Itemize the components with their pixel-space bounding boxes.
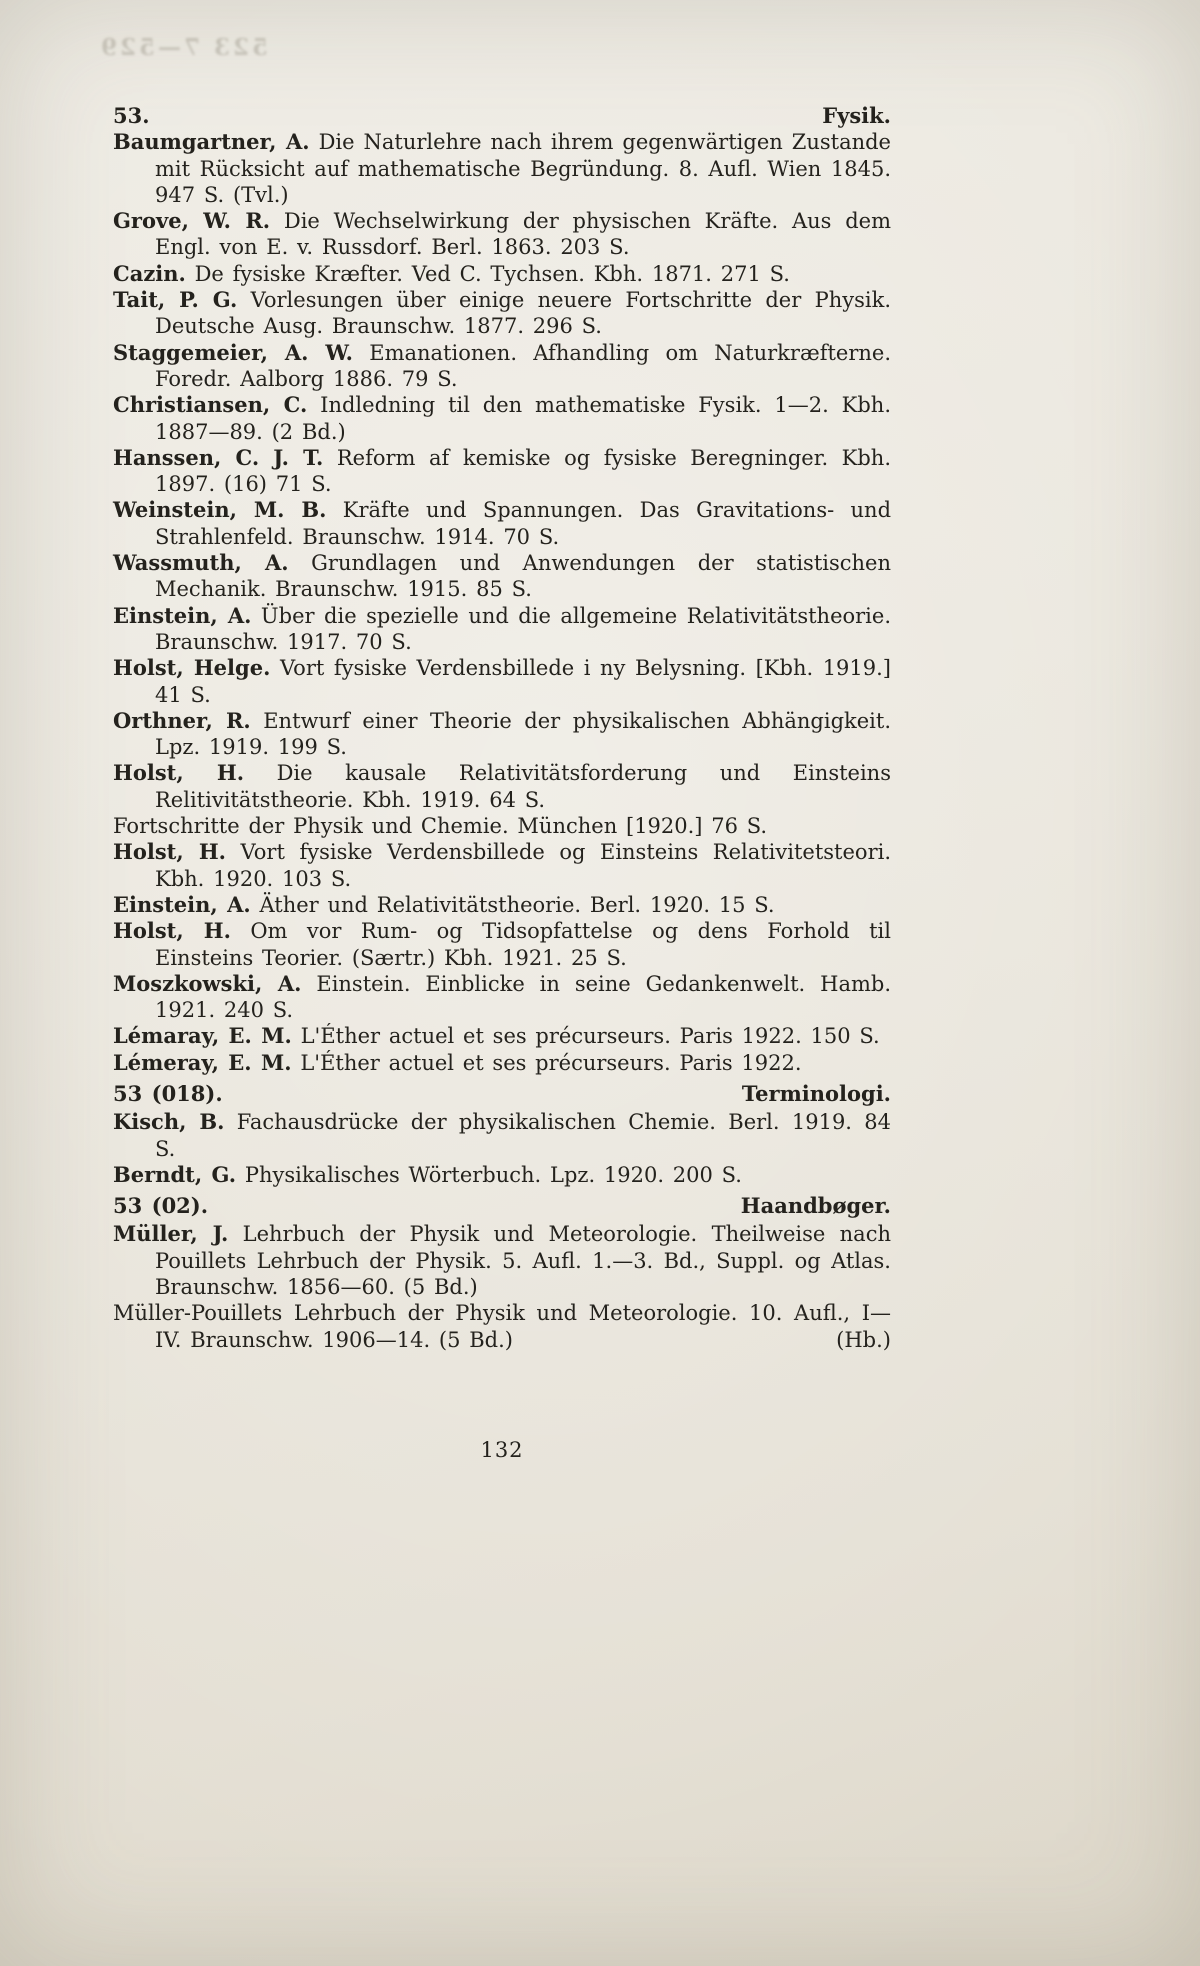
entry-author: Moszkowski, A. [113,970,302,996]
section-heading [113,1081,891,1107]
bibliography-entry [113,918,891,971]
entry-text: Fortschritte der Physik und Chemie. München [1920.] 76 S. [113,814,768,839]
bibliography-entry [113,760,891,813]
entry-author: Holst, H. [113,918,231,944]
section-number: 53 (018). [113,1080,223,1106]
entry-text: Über die spezielle und die allgemeine Relativitätstheorie. Braunschw. 1917. 70 S. [155,603,891,654]
bibliography-entry [113,708,891,761]
entry-text: Lehrbuch der Physik und Meteorologie. Theilweise nach Pouillets Lehrbuch der Physik. 5. Aufl. 1.—3. Bd., Suppl. og Atlas. Braunschw. 1856—60. (5 Bd.) [155,1222,891,1300]
entry-author: Lémaray, E. M. [113,1023,292,1049]
bibliography-entry [113,1050,891,1076]
entry-author: Tait, P. G. [113,287,238,313]
section-heading [113,103,891,129]
entry-text: Die kausale Relativitätsforderung und Einsteins Relitivitätstheorie. Kbh. 1919. 64 S. [155,761,891,812]
entry-author: Staggemeier, A. W. [113,339,353,365]
section-title: Haandbøger. [740,1193,891,1219]
bibliography-entry [113,261,891,287]
entry-author: Cazin. [113,260,186,286]
entry-author: Orthner, R. [113,707,251,733]
section-title: Fysik. [822,103,891,128]
section-number: 53. [113,103,150,128]
section-number: 53 (02). [113,1193,209,1219]
bibliography-entry [113,1300,891,1353]
entry-author: Berndt, G. [113,1161,237,1187]
entry-author: Holst, H. [113,839,226,865]
bibliography-entry [113,839,891,892]
bibliography-entry [113,1221,891,1300]
entry-text: Vorlesungen über einige neuere Fortschritte der Physik. Deutsche Ausg. Braunschw. 1877. 296 S. [155,288,891,339]
section-title: Terminologi. [741,1080,891,1106]
entry-author: Grove, W. R. [113,208,271,234]
entry-text: Reform af kemiske og fysiske Beregninger. Kbh. 1897. (16) 71 S. [155,445,891,497]
entry-author: Einstein, A. [113,891,251,917]
entry-text: Entwurf einer Theorie der physikalischen Abhängigkeit. Lpz. 1919. 199 S. [155,708,891,760]
entry-author: Baumgartner, A. [113,129,310,155]
entry-author: Christiansen, C. [113,392,308,418]
bibliography-entry [113,340,891,393]
bibliography-entry [113,813,891,839]
entry-text: Physikalisches Wörterbuch. Lpz. 1920. 200 S. [236,1162,742,1187]
bibliography-entry [113,655,891,708]
bibliography-entry [113,971,891,1024]
entry-author: Einstein, A. [113,602,252,628]
entry-author: Weinstein, M. B. [113,497,327,523]
entry-text: Indledning til den mathematiske Fysik. 1—2. Kbh. 1887—89. (2 Bd.) [155,393,891,444]
entry-text: Vort fysiske Verdensbillede og Einsteins Relativitetsteori. Kbh. 1920. 103 S. [155,840,891,891]
entry-text: Müller-Pouillets Lehrbuch der Physik und Meteorologie. 10. Aufl., I—IV. Braunschw. 1906—14. (5 Bd.) [113,1301,891,1352]
entry-author: Hanssen, C. J. T. [113,444,324,470]
entry-author: Wassmuth, A. [113,550,289,576]
bibliography-entry [113,129,891,208]
bibliography-entry [113,603,891,656]
entry-author: Kisch, B. [113,1109,225,1135]
entry-author: Holst, H. [113,760,245,786]
bibliography-entry [113,208,891,261]
entry-text: Fachausdrücke der physikalischen Chemie. Berl. 1919. 84 S. [155,1110,892,1161]
bibliography-entry [113,1023,891,1049]
entry-text: L'Éther actuel et ses précurseurs. Paris 1922. [291,1050,802,1075]
bleed-through-text: 523 7—529 [98,34,269,61]
bibliography-entry [113,287,891,340]
bibliography-entry [113,445,891,498]
entry-text: Kräfte und Spannungen. Das Gravitations- und Strahlenfeld. Braunschw. 1914. 70 S. [155,498,892,549]
bibliography-entry [113,392,891,445]
entry-author: Lémeray, E. M. [113,1049,292,1075]
entry-author: Müller, J. [113,1221,229,1247]
entry-text: Äther und Relativitätstheorie. Berl. 1920. 15 S. [250,892,775,917]
bibliography-entry [113,497,891,550]
entry-text: Vort fysiske Verdensbillede i ny Belysning. [Kbh. 1919.] 41 S. [155,656,891,707]
bibliography-text-block [113,103,891,1353]
entry-author: Holst, Helge. [113,655,271,681]
page-number: 132 [480,1438,524,1462]
entry-text: L'Éther actuel et ses précurseurs. Paris 1922. 150 S. [291,1024,880,1049]
bibliography-entry [113,550,891,603]
bibliography-entry [113,1162,891,1188]
bibliography-entry [113,1109,891,1162]
entry-text: Einstein. Einblicke in seine Gedankenwelt. Hamb. 1921. 240 S. [155,971,891,1023]
entry-text: De fysiske Kræfter. Ved C. Tychsen. Kbh. 1871. 271 S. [185,261,790,286]
entry-text: Om vor Rum- og Tidsopfattelse og dens Forhold til Einsteins Teorier. (Særtr.) Kbh. 1921. 25 S. [155,919,891,970]
entry-right-note: (Hb.) [836,1327,891,1352]
entry-text: Emanationen. Afhandling om Naturkræfterne. Foredr. Aalborg 1886. 79 S. [155,340,891,391]
bibliography-entry [113,892,891,918]
entry-text: Grundlagen und Anwendungen der statistischen Mechanik. Braunschw. 1915. 85 S. [155,551,892,602]
entry-text: Die Wechselwirkung der physischen Kräfte. Aus dem Engl. von E. v. Russdorf. Berl. 1863. 203 S. [155,209,891,260]
entry-text: Die Naturlehre nach ihrem gegenwärtigen Zustande mit Rücksicht auf mathematische Begründung. 8. Aufl. Wien 1845. 947 S. (Tvl.) [155,130,891,207]
section-heading [113,1193,891,1219]
